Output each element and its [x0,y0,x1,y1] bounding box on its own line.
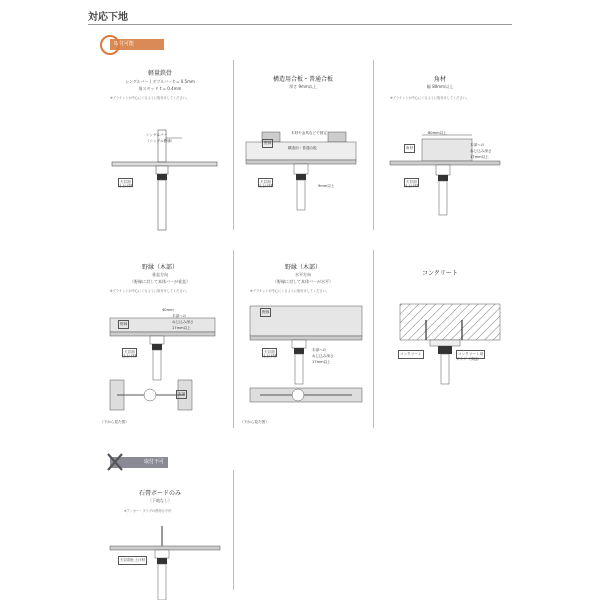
diagram-label: ねじ込み深さ [172,320,194,324]
diagram-label: 野縁 [260,308,271,317]
title-rule [88,24,512,25]
diagram-label: 構造用・普通合板 [288,146,317,150]
diagram-label: 17mm以上 [312,360,331,364]
diagram-label: 17mm以上 [172,326,191,330]
cell-note: ※ブラケットが中心にくるように取付けしてください。 [250,289,330,293]
cell-note: ※ブラケットが中心にくるように取付けしてください。 [390,96,470,100]
cell-title: 構造用合板・普通合板 [272,76,333,83]
concrete-diagram [380,300,510,390]
diagram-label: 木部への [172,314,187,318]
diagram-label: 仕上げ材 [404,184,419,188]
diagram-label: 木材や金具などで固定 [291,131,327,135]
cell-spec: 幅 80mm以上 [426,84,454,89]
square-timber-diagram [380,125,510,215]
diagram-label: 17mm以上 [470,155,489,159]
diagram-label: 仕上げ材 [262,354,277,358]
cell-spec: 角スタッド t = 0.4mm [138,86,182,91]
diagram-label: 木部への [470,143,485,147]
cell-spec: （野縁に対して本体バーが水平） [273,279,333,284]
cell-note: ※ブラケットが中心にくるように取付けしてください。 [110,96,190,100]
diagram-label: 角材 [404,144,415,153]
grid-divider [233,470,234,590]
diagram-label: 天井面 [404,178,419,187]
cell-spec: （野縁に対して本体バーが垂直） [130,279,190,284]
cell-spec: （下地なし） [148,498,172,503]
cell-spec: 厚さ 9mm以上 [289,84,317,89]
diagram-label: プラグ（別途） [456,357,482,361]
furring-vertical-diagram [100,300,230,425]
diagram-label: 仕上げ材 [258,184,273,188]
diagram-label: ねじ込み深さ [470,149,492,153]
furring-horizontal-diagram [240,300,370,425]
page-title: 対応下地 [88,12,128,23]
grid-divider [233,250,234,428]
diagram-label: シングルバー [146,133,168,137]
diagram-label: （下から見た図） [240,420,269,424]
ok-badge-label: 取付可能 [110,39,164,50]
diagram-label: 仕上げ材 [122,354,137,358]
cell-note: ※ブラケットが中心にくるように取付けしてください。 [110,289,190,293]
cell-title: 角材 [433,76,446,83]
cell-title: コンクリート [422,270,458,277]
diagram-label: 天井面 [122,348,137,357]
steel-diagram [100,110,230,230]
diagram-label: 天井面 [118,178,133,187]
cell-title: 軽量鉄骨 [147,70,172,77]
diagram-label: コンクリート [398,350,424,359]
diagram-label: 木部 [176,390,187,399]
diagram-label: 天井面 [262,348,277,357]
diagram-label: 木部への [312,348,327,352]
diagram-label: 天井面 [258,178,273,187]
diagram-label: 9mm以上 [318,184,335,188]
cell-title: 野縁（木部） [141,264,178,271]
diagram-label: 野縁 [118,320,129,329]
diagram-label: 野縁 [262,139,273,148]
cell-note: ※アンカー・プラグの併用も不可 [124,509,172,513]
diagram-label: 天井面仕上げ材 [118,556,147,565]
cell-title: 石膏ボードのみ [138,490,181,497]
cross-icon [106,452,124,472]
cell-spec: シングルバー / ダブルバー t = 0.5mm [125,79,195,84]
diagram-label: ねじ込み深さ [312,354,334,358]
diagram-label: コンクリート用 [456,350,485,359]
ok-circle-icon [100,35,120,55]
cell-spec: 垂直方向 [152,272,168,277]
diagram-label: 40mm [162,308,174,312]
ng-badge-label: 取付不可 [110,457,168,468]
diagram-label: 80mm以上 [428,131,447,135]
cell-title: 野縁（木部） [284,264,321,271]
ng-badge [100,456,170,470]
grid-divider [373,250,374,428]
diagram-label: （下から見た図） [100,420,129,424]
cell-spec: 水平方向 [295,272,311,277]
grid-divider [373,60,374,230]
ok-badge [100,38,170,50]
grid-divider [233,60,234,230]
diagram-label: （シングル野縁） [146,139,175,143]
diagram-label: 仕上げ材 [118,184,133,188]
